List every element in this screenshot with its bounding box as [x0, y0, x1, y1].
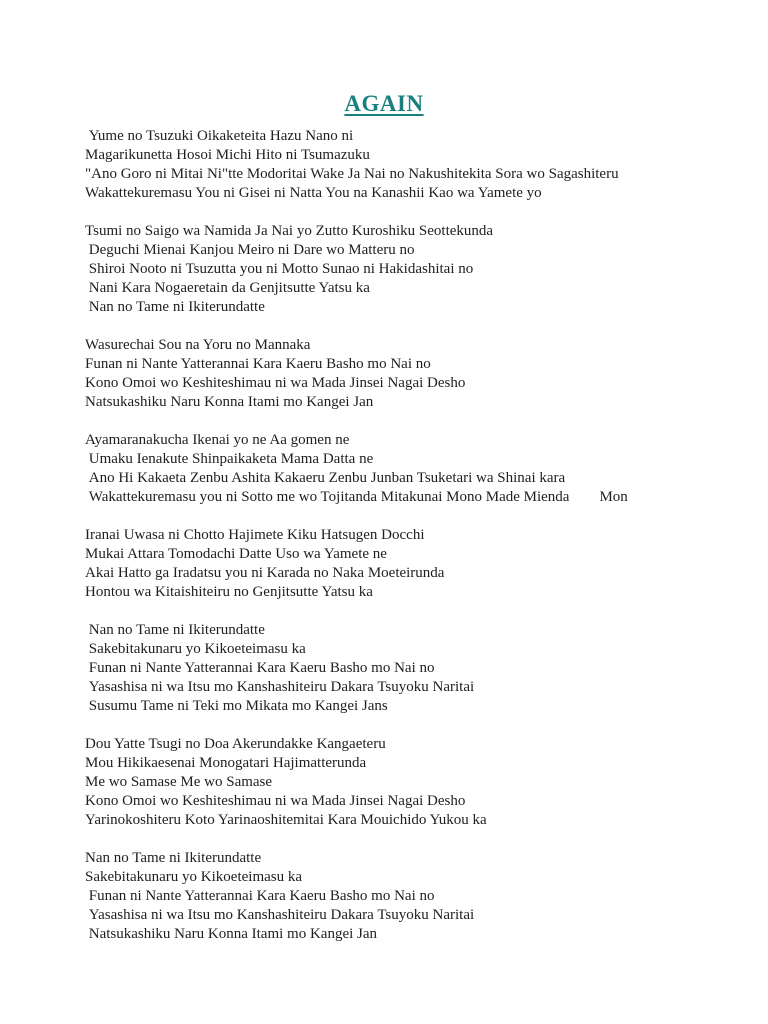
- lyric-line: "Ano Goro ni Mitai Ni"tte Modoritai Wake Ja Nai no Nakushitekita Sora wo Sagashiteru: [85, 166, 619, 182]
- lyric-line: Yume no Tsuzuki Oikaketeita Hazu Nano ni: [85, 128, 354, 144]
- lyric-line: Magarikunetta Hosoi Michi Hito ni Tsumazuku: [85, 147, 370, 163]
- lyric-line: Yasashisa ni wa Itsu mo Kanshashiteiru Dakara Tsuyoku Naritai: [85, 907, 475, 923]
- lyric-line: Kono Omoi wo Keshiteshimau ni wa Mada Jinsei Nagai Desho: [85, 793, 466, 809]
- lyric-stanza: [85, 431, 718, 507]
- lyric-stanza: [85, 849, 718, 944]
- lyric-line: Mou Hikikaesenai Monogatari Hajimatterunda: [85, 755, 367, 771]
- page-title: AGAIN: [344, 91, 424, 116]
- lyric-stanza: [85, 222, 718, 317]
- lyric-stanza: [85, 526, 718, 602]
- lyric-line: Ano Hi Kakaeta Zenbu Ashita Kakaeru Zenbu Junban Tsuketari wa Shinai kara: [85, 470, 566, 486]
- lyric-line: Umaku Ienakute Shinpaikaketa Mama Datta ne: [85, 451, 374, 467]
- lyric-line: Yasashisa ni wa Itsu mo Kanshashiteiru Dakara Tsuyoku Naritai: [85, 679, 475, 695]
- lyric-line: Natsukashiku Naru Konna Itami mo Kangei Jan: [85, 394, 374, 410]
- lyric-line: Wasurechai Sou na Yoru no Mannaka: [85, 337, 311, 353]
- lyric-line: Nan no Tame ni Ikiterundatte: [85, 299, 265, 315]
- lyric-line: Me wo Samase Me wo Samase: [85, 774, 273, 790]
- lyric-line: Natsukashiku Naru Konna Itami mo Kangei Jan: [85, 926, 378, 942]
- lyric-line: Nan no Tame ni Ikiterundatte: [85, 850, 262, 866]
- lyric-line: Funan ni Nante Yatterannai Kara Kaeru Basho mo Nai no: [85, 356, 431, 372]
- lyric-stanza: [85, 621, 718, 716]
- lyric-line: Shiroi Nooto ni Tsuzutta you ni Motto Sunao ni Hakidashitai no: [85, 261, 474, 277]
- lyric-line: Yarinokoshiteru Koto Yarinaoshitemitai Kara Mouichido Yukou ka: [85, 812, 487, 828]
- lyric-stanza: [85, 735, 718, 830]
- lyric-line: Hontou wa Kitaishiteiru no Genjitsutte Yatsu ka: [85, 584, 373, 600]
- lyric-line: Wakattekuremasu you ni Sotto me wo Tojitanda Mitakunai Mono Made Mienda Mon: [85, 489, 628, 505]
- lyric-line: Akai Hatto ga Iradatsu you ni Karada no Naka Moeteirunda: [85, 565, 445, 581]
- lyric-line: Susumu Tame ni Teki mo Mikata mo Kangei Jans: [85, 698, 388, 714]
- lyric-stanza: [85, 336, 718, 412]
- lyric-line: Deguchi Mienai Kanjou Meiro ni Dare wo Matteru no: [85, 242, 415, 258]
- lyric-line: Sakebitakunaru yo Kikoeteimasu ka: [85, 641, 306, 657]
- lyric-line: Sakebitakunaru yo Kikoeteimasu ka: [85, 869, 303, 885]
- lyric-line: Funan ni Nante Yatterannai Kara Kaeru Basho mo Nai no: [85, 660, 435, 676]
- lyric-line: Ayamaranakucha Ikenai yo ne Aa gomen ne: [85, 432, 350, 448]
- lyric-line: Iranai Uwasa ni Chotto Hajimete Kiku Hatsugen Docchi: [85, 527, 425, 543]
- lyric-line: Funan ni Nante Yatterannai Kara Kaeru Basho mo Nai no: [85, 888, 435, 904]
- lyric-line: Kono Omoi wo Keshiteshimau ni wa Mada Jinsei Nagai Desho: [85, 375, 466, 391]
- lyric-line: Mukai Attara Tomodachi Datte Uso wa Yamete ne: [85, 546, 387, 562]
- lyric-line: Nan no Tame ni Ikiterundatte: [85, 622, 265, 638]
- lyric-line: Wakattekuremasu You ni Gisei ni Natta You na Kanashii Kao wa Yamete yo: [85, 185, 542, 201]
- lyric-stanza: [85, 127, 718, 203]
- lyric-line: Tsumi no Saigo wa Namida Ja Nai yo Zutto Kuroshiku Seottekunda: [85, 223, 494, 239]
- lyric-line: Nani Kara Nogaeretain da Genjitsutte Yatsu ka: [85, 280, 370, 296]
- lyrics-body: [85, 127, 718, 944]
- lyric-line: Dou Yatte Tsugi no Doa Akerundakke Kangaeteru: [85, 736, 386, 752]
